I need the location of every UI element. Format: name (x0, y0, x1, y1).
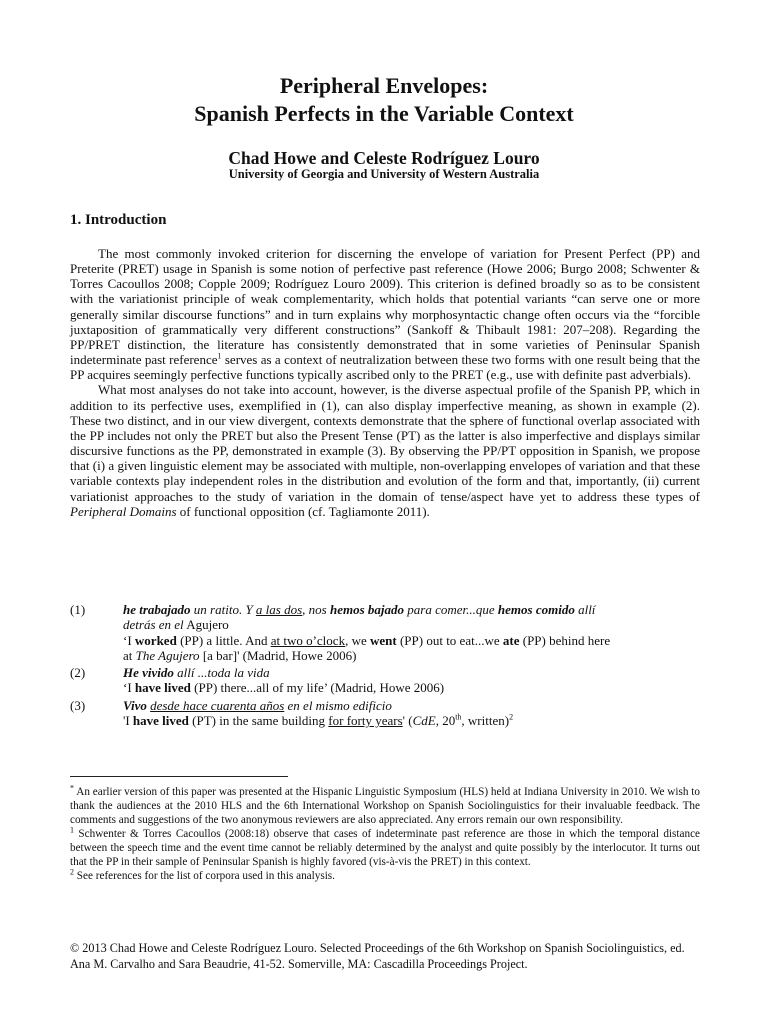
gloss-text: at (123, 647, 136, 663)
gloss-text: (PP) a little. And (176, 632, 271, 648)
paper-title (0, 72, 768, 128)
spanish-verb: He vivido (123, 665, 174, 681)
spanish-verb: Vivo (123, 697, 147, 713)
examples-list (70, 602, 700, 730)
spanish-text: allí (574, 602, 596, 617)
gloss-adverbial: for forty years (328, 713, 403, 729)
example-gloss (123, 680, 700, 695)
copyright-footer: © 2013 Chad Howe and Celeste Rodríguez Louro. Selected Proceedings of the 6th Workshop on Spanish Sociolinguistics, ed. Ana M. Carvalho and Sara Beaudrie, 41-52. Somerville, MA: Cascadilla Proceedings Project. (70, 941, 685, 971)
section-heading: 1. Introduction (70, 212, 167, 228)
example-spanish (123, 602, 700, 617)
spanish-adverbial: desde hace cuarenta años (150, 697, 285, 713)
spanish-text: , nos (302, 602, 330, 617)
spanish-text: Agujero (183, 617, 229, 633)
footnote-ref-1: 1 (217, 351, 222, 361)
footnote-text: See references for the list of corpora used in this analysis. (74, 870, 335, 882)
spanish-verb: he trabajado (123, 602, 191, 617)
example-number: (2) (70, 665, 86, 681)
gloss-verb: went (370, 632, 397, 648)
affiliation: University of Georgia and University of Western Australia (228, 167, 540, 181)
example-spanish (123, 698, 700, 713)
title-line-2: Spanish Perfects in the Variable Context (194, 101, 574, 126)
example-spanish-cont (123, 617, 700, 632)
paragraph-2 (70, 382, 700, 518)
paragraph-text: of functional opposition (cf. Tagliamonte 2011). (176, 503, 430, 519)
spanish-verb: hemos bajado (329, 602, 405, 617)
gloss-verb: ate (502, 632, 520, 648)
paragraph-text: The most commonly invoked criterion for discerning the envelope of variation for Present Perfect (PP) and Preterite (PRET) usage in Spanish is some notion of perfective past reference (Howe 2006; Burgo 2008; Schwenter & Torres Cacoullos 2008; Copple 2009; Rodríguez Louro 2009). This criterion is defined broadly so as to be consistent with the variationist principle of weak complementarity, which holds that potential variants “can serve one or more generally similar discourse functions” and in turn explains why morphosyntactic change often occurs via the “forcible juxtaposition of grammatically very different constructions” (Sankoff & Thibault 1981: 207–208). Regarding the PP/PRET distinction, the literature has consistently demonstrated that in some varieties of Peninsular Spanish indeterminate past reference (70, 246, 700, 368)
example-2 (70, 665, 700, 696)
gloss-text: , written) (461, 713, 510, 729)
gloss-text: ' ( (402, 713, 413, 729)
gloss-text: 'I (123, 713, 133, 729)
gloss-verb: have lived (134, 680, 191, 696)
gloss-text: , we (345, 632, 370, 648)
example-number: (3) (70, 697, 86, 713)
italic-term: Peripheral Domains (70, 503, 177, 519)
gloss-text: ‘I (123, 680, 135, 696)
gloss-italic: CdE (412, 713, 436, 729)
paragraph-1 (70, 246, 700, 382)
spanish-verb: hemos comido (497, 602, 575, 617)
spanish-adverbial: a las dos (255, 602, 303, 617)
example-3 (70, 698, 700, 729)
gloss-text: ‘I (123, 632, 135, 648)
gloss-text: (PT) in the same building (188, 713, 329, 729)
footnote-2 (70, 869, 700, 883)
title-line-1: Peripheral Envelopes: (279, 73, 489, 98)
spanish-text: en el mismo edificio (284, 697, 392, 713)
gloss-adverbial: at two o’clock (270, 632, 346, 648)
gloss-text: , 20 (435, 713, 456, 729)
example-spanish (123, 665, 700, 680)
gloss-text: (PP) out to eat...we (396, 632, 503, 648)
gloss-text: [a bar]' (Madrid, Howe 2006) (199, 647, 357, 663)
gloss-verb: have lived (132, 713, 189, 729)
authors: Chad Howe and Celeste Rodríguez Louro (228, 148, 540, 168)
example-gloss (123, 713, 700, 728)
footnotes (70, 785, 700, 883)
gloss-italic: The Agujero (135, 647, 200, 663)
footnote-mark: * (70, 783, 74, 793)
footnote-star (70, 785, 700, 827)
gloss-verb: worked (134, 632, 177, 648)
spanish-text: detrás en el (123, 617, 184, 633)
paragraph-text: serves as a context of neutralization between these two forms with one result being that the PP acquires seemingly perfective functions typically ascribed only to the PRET (e.g., use with definite past adverbials). (70, 352, 700, 383)
spanish-text: para comer...que (404, 602, 498, 617)
footnote-text: An earlier version of this paper was presented at the Hispanic Linguistic Symposium (HLS) held at Indiana University in 2010. We wish to thank the audiences at the 2010 HLS and the 6th International Workshop on Spanish Sociolinguistics for their invaluable feedback. The comments and suggestions of the two anonymous reviewers are also appreciated. Any errors remain our own responsibility. (70, 786, 700, 826)
example-gloss (123, 633, 700, 648)
gloss-text: (PP) there...all of my life’ (Madrid, Howe 2006) (190, 680, 445, 696)
paragraph-text: What most analyses do not take into account, however, is the diverse aspectual profile of the Spanish PP, which in addition to its perfective uses, exemplified in (1), can also display imperfective meaning, as shown in example (2). These two distinct, and in our view divergent, contexts demonstrate that the sphere of functional overlap associated with the PP includes not only the PRET but also the Present Tense (PT) as the latter is also imperfective and displays similar discursive functions as the PP, demonstrated in example (3). By observing the PP/PT opposition in Spanish, we propose that (i) a given linguistic element may be associated with multiple, non-overlapping envelopes of variation and that these variable contexts play independent roles in the distribution and evolution of the form and that, importantly, (ii) current variationist approaches to the study of variation in the domain of tense/aspect have yet to address these types of (70, 382, 700, 504)
example-number: (1) (70, 602, 86, 617)
gloss-text: (PP) behind here (519, 632, 611, 648)
spanish-text: un ratito. Y (190, 602, 256, 617)
footnote-mark: 2 (70, 867, 74, 877)
body-text (70, 246, 700, 519)
footnote-text: Schwenter & Torres Cacoullos (2008:18) observe that cases of indeterminate past reference are those in which the temporal distance between the speech time and the event time cannot be reliably determined by the analyst and quite possibly by the interlocutor. It turns out that the PP in their sample of Peninsular Spanish is highly favored (vis-à-vis the PRET) in this context. (70, 828, 700, 868)
footnote-mark: 1 (70, 825, 74, 835)
footnote-ref-2: 2 (509, 712, 514, 722)
footnote-divider (70, 776, 288, 777)
example-1 (70, 602, 700, 663)
spanish-text: allí ...toda la vida (173, 665, 270, 681)
footnote-1 (70, 827, 700, 869)
ordinal-suffix: th (455, 712, 462, 722)
example-gloss-cont (123, 648, 700, 663)
